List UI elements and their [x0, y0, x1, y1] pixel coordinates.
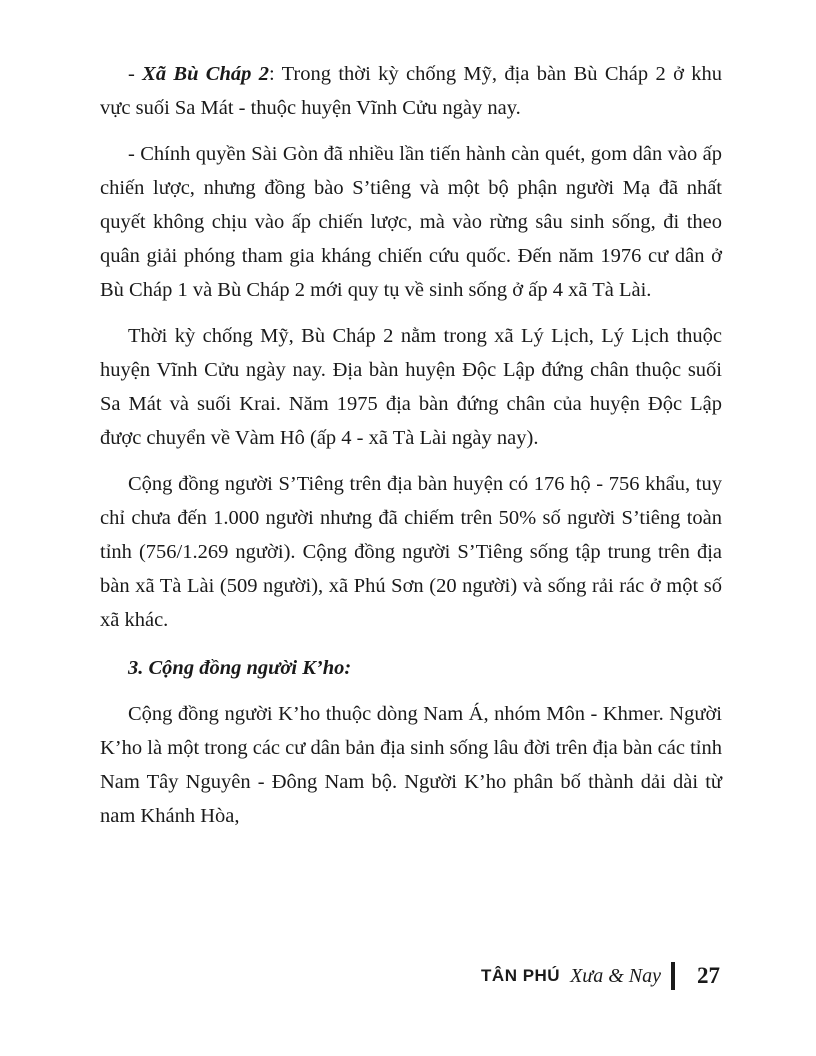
paragraph-cong-dong-kho: Cộng đồng người K’ho thuộc dòng Nam Á, nhóm Môn - Khmer. Người K’ho là một trong các cư dân bản địa sinh sống lâu đời trên địa bàn các tỉnh Nam Tây Nguyên - Đông Nam bộ. Người K’ho phân bố thành dải dài từ nam Khánh Hòa,	[100, 703, 722, 827]
page-footer	[481, 962, 720, 990]
paragraph-chinh-quyen: - Chính quyền Sài Gòn đã nhiều lần tiến hành càn quét, gom dân vào ấp chiến lược, nhưng đồng bào S’tiêng và một bộ phận người Mạ đã nhất quyết không chịu vào ấp chiến lược, mà vào rừng sâu sinh sống, đi theo quân giải phóng tham gia kháng chiến cứu quốc. Đến năm 1976 cư dân ở Bù Cháp 1 và Bù Cháp 2 mới quy tụ về sinh sống ở ấp 4 xã Tà Lài.	[100, 143, 722, 301]
paragraph-text: : Trong thời kỳ chống Mỹ, địa bàn Bù Cháp 2 ở khu vực suối Sa Mát - thuộc huyện Vĩnh Cửu ngày nay.	[100, 63, 722, 119]
book-title: TÂN PHÚ	[481, 966, 561, 985]
section-heading: 3. Cộng đồng người K’ho:	[128, 657, 352, 679]
page-body	[100, 57, 722, 833]
dash: -	[128, 63, 143, 85]
paragraph-cong-dong-stieng: Cộng đồng người S’Tiêng trên địa bàn huyện có 176 hộ - 756 khẩu, tuy chỉ chưa đến 1.000 người nhưng đã chiếm trên 50% số người S’tiêng toàn tỉnh (756/1.269 người). Cộng đồng người S’Tiêng sống tập trung trên địa bàn xã Tà Lài (509 người), xã Phú Sơn (20 người) và sống rải rác ở một số xã khác.	[100, 473, 722, 631]
footer-divider	[671, 962, 675, 990]
paragraph-thoi-ky: Thời kỳ chống Mỹ, Bù Cháp 2 nằm trong xã Lý Lịch, Lý Lịch thuộc huyện Vĩnh Cửu ngày nay. Địa bàn huyện Độc Lập đứng chân thuộc suối Sa Mát và suối Krai. Năm 1975 địa bàn đứng chân của huyện Độc Lập được chuyển về Vàm Hô (ấp 4 - xã Tà Lài ngày nay).	[100, 325, 722, 449]
book-subtitle: Xưa & Nay	[570, 964, 661, 987]
paragraph-bu-chap-2	[100, 57, 722, 125]
page-number: 27	[697, 963, 720, 988]
paragraph-lead-term: Xã Bù Cháp 2	[142, 63, 269, 85]
